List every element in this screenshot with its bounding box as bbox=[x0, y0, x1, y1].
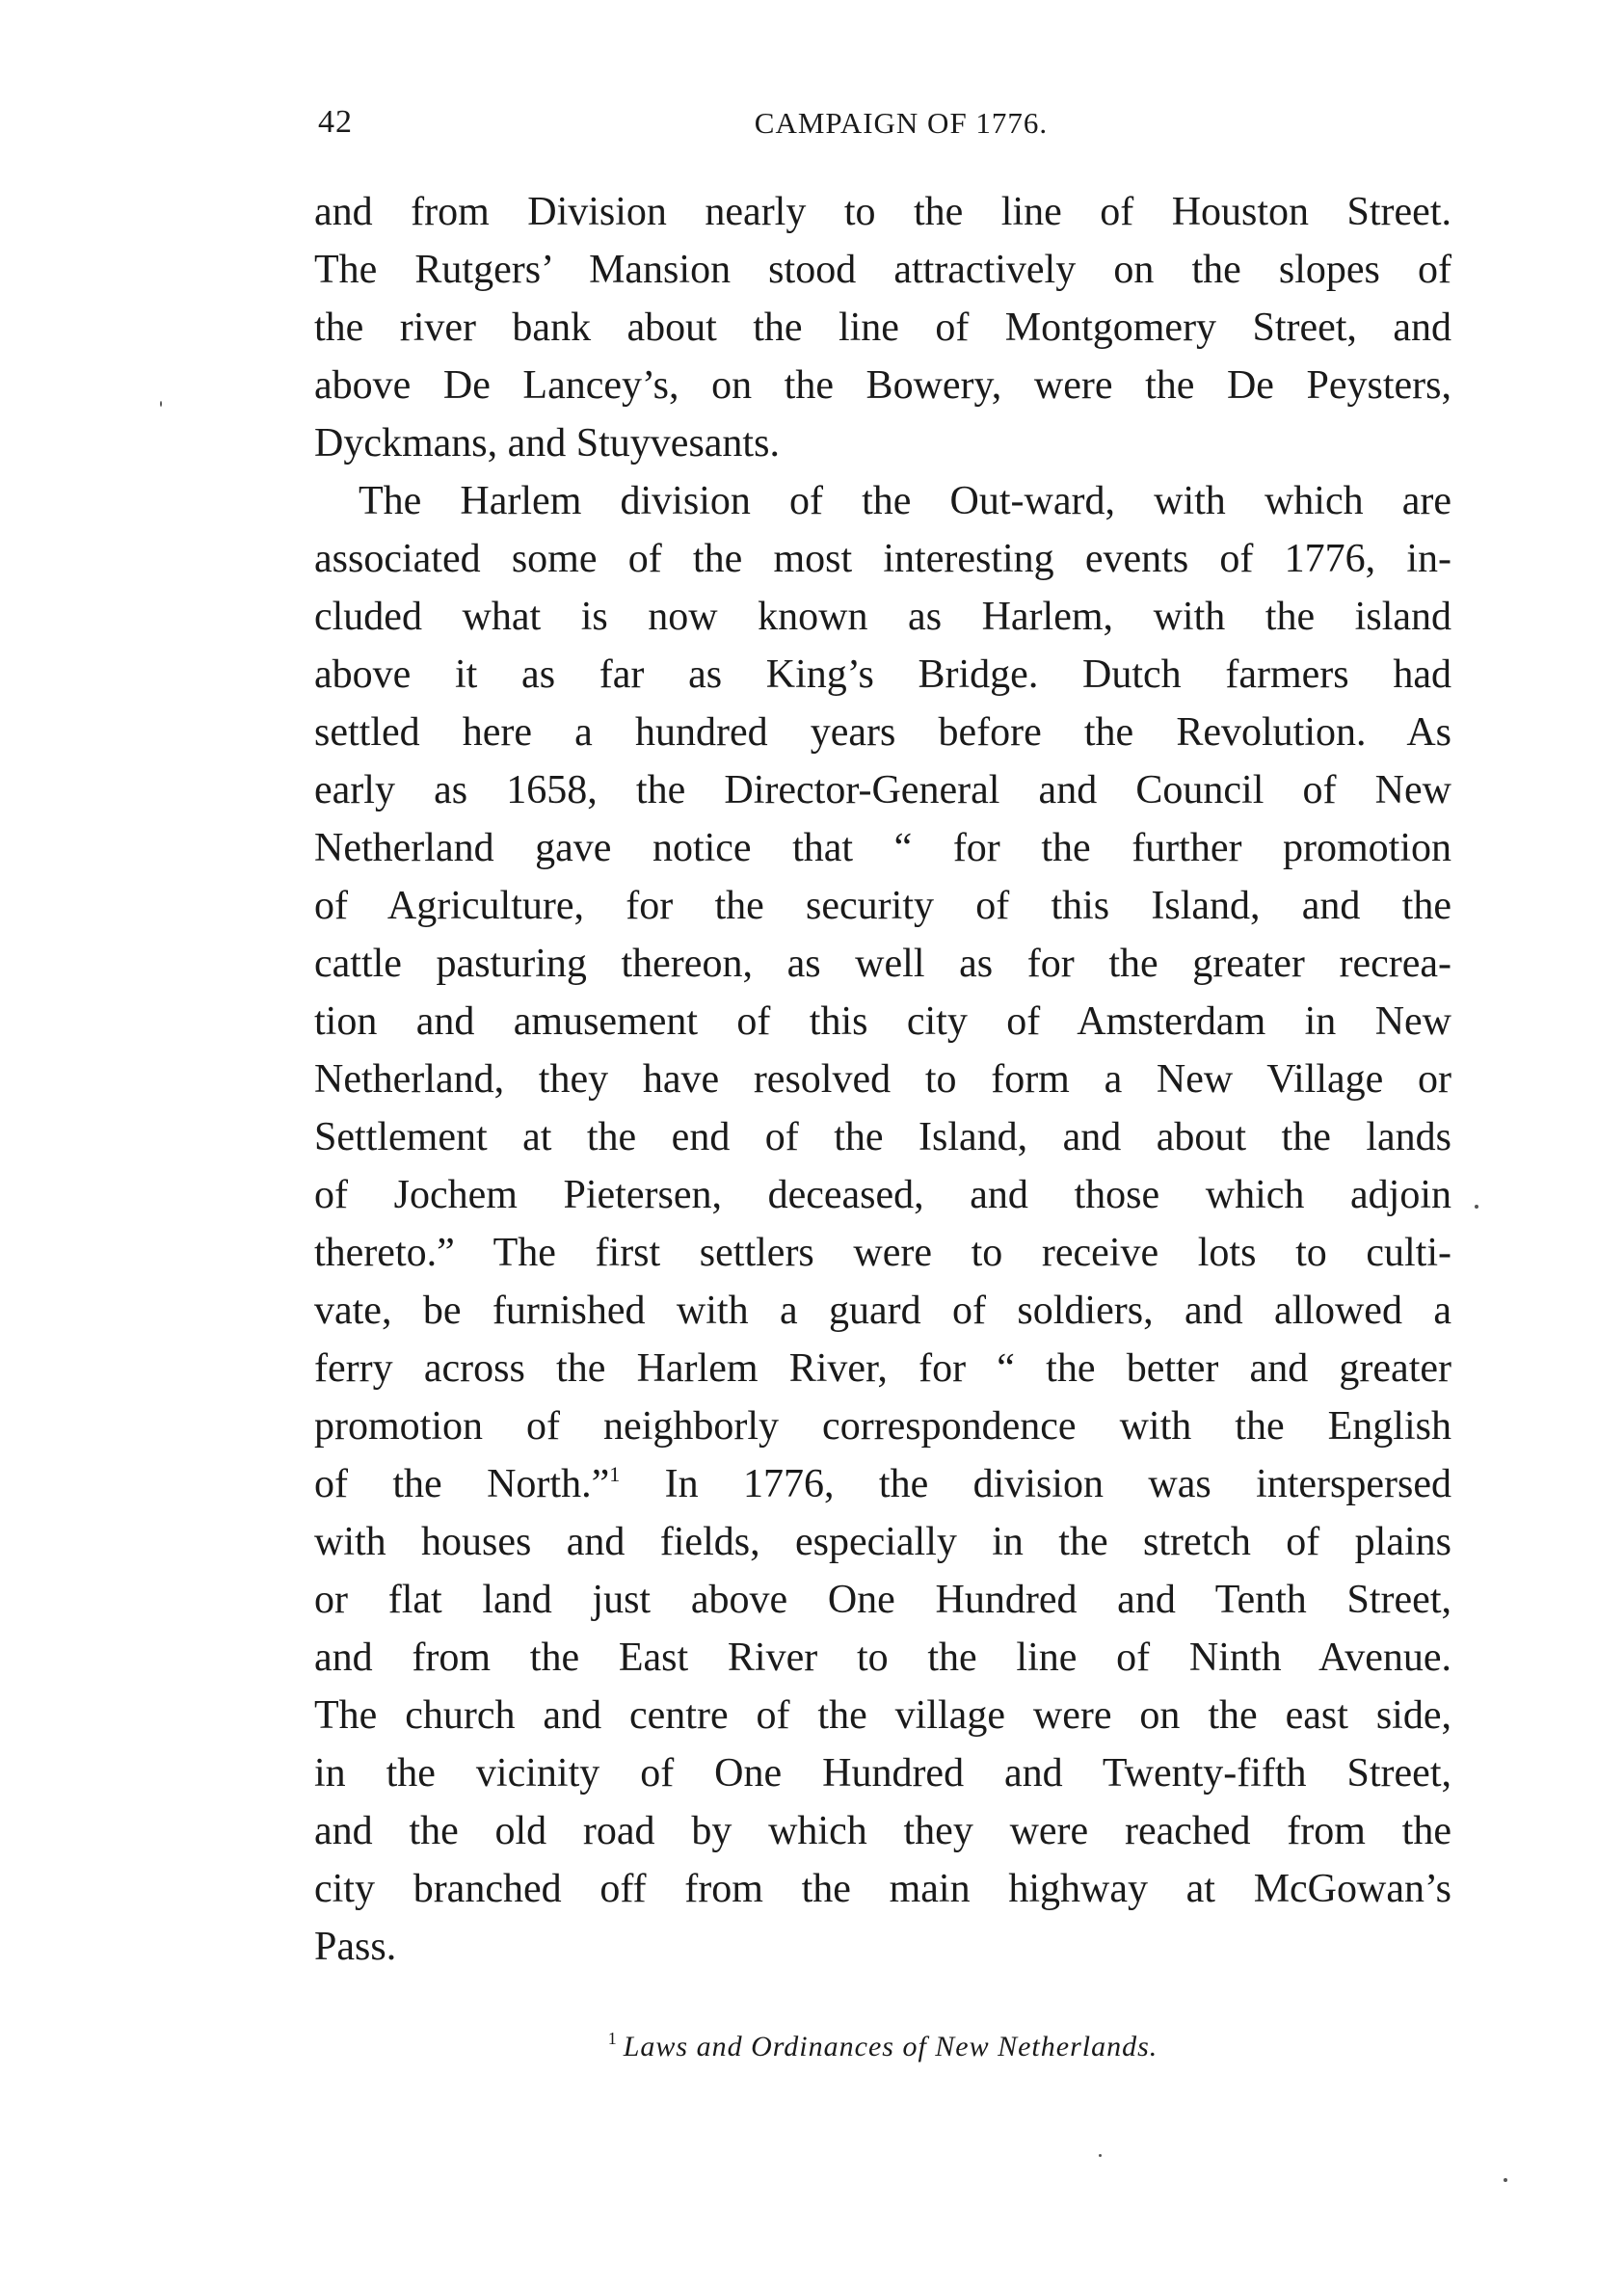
text-line: the river bank about the line of Montgomery Street, and bbox=[314, 306, 1451, 350]
text-line: and from the East River to the line of Ninth Avenue. bbox=[314, 1636, 1451, 1680]
text-line: Dyckmans, and Stuyvesants. bbox=[314, 421, 780, 466]
footnote-text: Laws and Ordinances of New Netherlands. bbox=[623, 2031, 1158, 2062]
paper-speck bbox=[1475, 1205, 1478, 1209]
text-line: in the vicinity of One Hundred and Twenty-fifth Street, bbox=[314, 1751, 1451, 1796]
paper-speck bbox=[1504, 2178, 1507, 2182]
text-line: and the old road by which they were reached from the bbox=[314, 1809, 1451, 1853]
text-line: with houses and fields, especially in the stretch of plains bbox=[314, 1520, 1451, 1564]
footnote-marker: 1 bbox=[607, 2029, 618, 2048]
text-line: Settlement at the end of the Island, and about the lands bbox=[314, 1115, 1451, 1159]
text-segment: of the North.” bbox=[314, 1462, 610, 1506]
text-line: associated some of the most interesting events of 1776, in- bbox=[314, 537, 1451, 581]
page-number: 42 bbox=[318, 104, 353, 140]
text-line: settled here a hundred years before the Revolution. As bbox=[314, 710, 1451, 755]
text-line: ferry across the Harlem River, for “ the better and greater bbox=[314, 1346, 1451, 1391]
text-line: Pass. bbox=[314, 1925, 397, 1969]
paragraph-start-line: The Harlem division of the Out-ward, with which are bbox=[359, 479, 1451, 523]
text-line: The Rutgers’ Mansion stood attractively on the slopes of bbox=[314, 248, 1451, 292]
text-line: tion and amusement of this city of Amsterdam in New bbox=[314, 999, 1451, 1044]
footnote-reference: 1 bbox=[609, 1462, 621, 1486]
text-line: or flat land just above One Hundred and Tenth Street, bbox=[314, 1578, 1451, 1622]
text-line: Netherland, they have resolved to form a New Village or bbox=[314, 1057, 1451, 1102]
text-line-with-footnote bbox=[314, 1455, 1451, 1513]
paper-speck bbox=[1099, 2154, 1102, 2157]
running-head bbox=[318, 104, 1446, 152]
running-title: CAMPAIGN OF 1776. bbox=[754, 106, 1049, 140]
text-line: of Agriculture, for the security of this Island, and the bbox=[314, 884, 1451, 928]
text-line: of Jochem Pietersen, deceased, and those which adjoin bbox=[314, 1173, 1451, 1217]
text-segment: In 1776, the division was interspersed bbox=[664, 1462, 1451, 1506]
text-line: early as 1658, the Director-General and Council of New bbox=[314, 768, 1451, 812]
text-line: cluded what is now known as Harlem, with the island bbox=[314, 595, 1451, 639]
text-line: thereto.” The first settlers were to receive lots to culti- bbox=[314, 1231, 1451, 1275]
text-line: cattle pasturing thereon, as well as for the greater recrea- bbox=[314, 942, 1451, 986]
text-line: and from Division nearly to the line of Houston Street. bbox=[314, 190, 1451, 234]
text-line: vate, be furnished with a guard of soldiers, and allowed a bbox=[314, 1289, 1451, 1333]
footnote bbox=[314, 2029, 1451, 2063]
body-text bbox=[314, 183, 1451, 1976]
text-line: The church and centre of the village were on the east side, bbox=[314, 1693, 1451, 1738]
text-line: above De Lancey’s, on the Bowery, were the De Peysters, bbox=[314, 363, 1451, 408]
paper-speck bbox=[160, 401, 162, 407]
text-line: city branched off from the main highway at McGowan’s bbox=[314, 1867, 1451, 1911]
text-line: Netherland gave notice that “ for the further promotion bbox=[314, 826, 1451, 870]
text-line: above it as far as King’s Bridge. Dutch farmers had bbox=[314, 652, 1451, 697]
text-line: promotion of neighborly correspondence with the English bbox=[314, 1404, 1451, 1449]
